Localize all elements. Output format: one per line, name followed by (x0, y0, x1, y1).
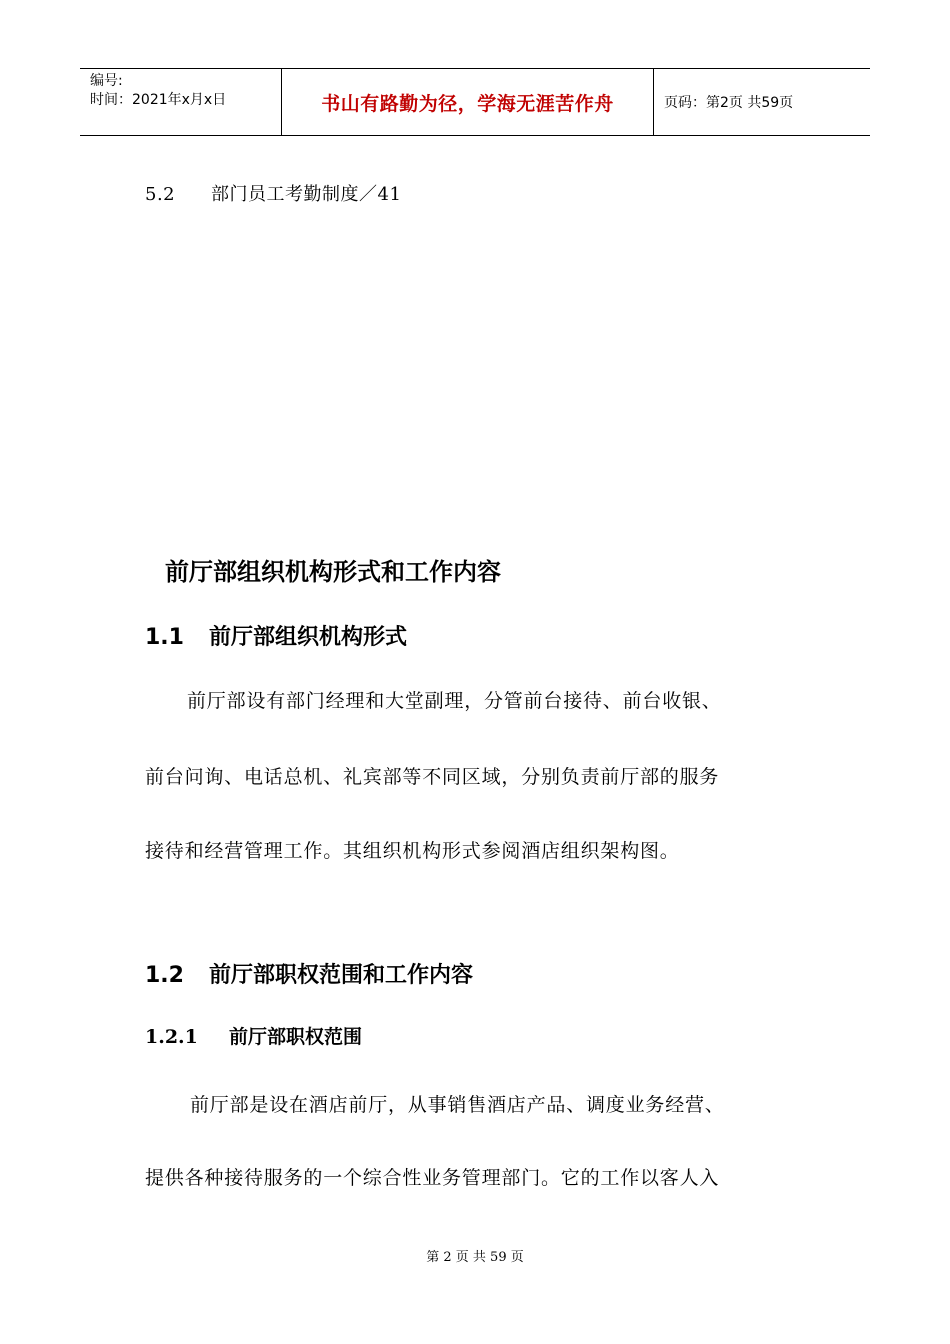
time-label: 时间：2021年x月x日 (90, 92, 227, 108)
subsection-heading-1-2-1 (145, 1022, 362, 1049)
toc-entry (145, 180, 401, 206)
subsection-number: 1.2.1 (145, 1026, 198, 1048)
subsection-title: 前厅部职权范围 (229, 1026, 363, 1048)
section-heading-1-1 (145, 620, 407, 651)
paragraph-line: 接待和经营管理工作。其组织机构形式参阅酒店组织架构图。 (145, 840, 680, 862)
page-header (80, 68, 870, 136)
section-number: 1.2 (145, 963, 184, 988)
paragraph-line: 前厅部是设在酒店前厅，从事销售酒店产品、调度业务经营、 (190, 1094, 725, 1116)
number-label: 编号: (90, 73, 123, 89)
header-page-info: 页码：第2页 共59页 (664, 95, 794, 111)
header-meta (80, 69, 282, 135)
paragraph-line: 前台问询、电话总机、礼宾部等不同区域，分别负责前厅部的服务 (145, 766, 720, 788)
chapter-title: 前厅部组织机构形式和工作内容 (165, 558, 501, 586)
paragraph-line: 前厅部设有部门经理和大堂副理，分管前台接待、前台收银、 (187, 690, 722, 712)
section-heading-1-2 (145, 958, 473, 989)
section-title: 前厅部组织机构形式 (209, 625, 408, 650)
section-title: 前厅部职权范围和工作内容 (209, 963, 474, 988)
toc-entry-title: 部门员工考勤制度／41 (211, 184, 402, 205)
paragraph-line: 提供各种接待服务的一个综合性业务管理部门。它的工作以客人入 (145, 1167, 720, 1189)
section-number: 1.1 (145, 625, 184, 650)
page-footer: 第 2 页 共 59 页 (426, 1250, 524, 1265)
toc-entry-number: 5.2 (145, 184, 176, 205)
header-motto: 书山有路勤为径，学海无涯苦作舟 (282, 69, 654, 135)
